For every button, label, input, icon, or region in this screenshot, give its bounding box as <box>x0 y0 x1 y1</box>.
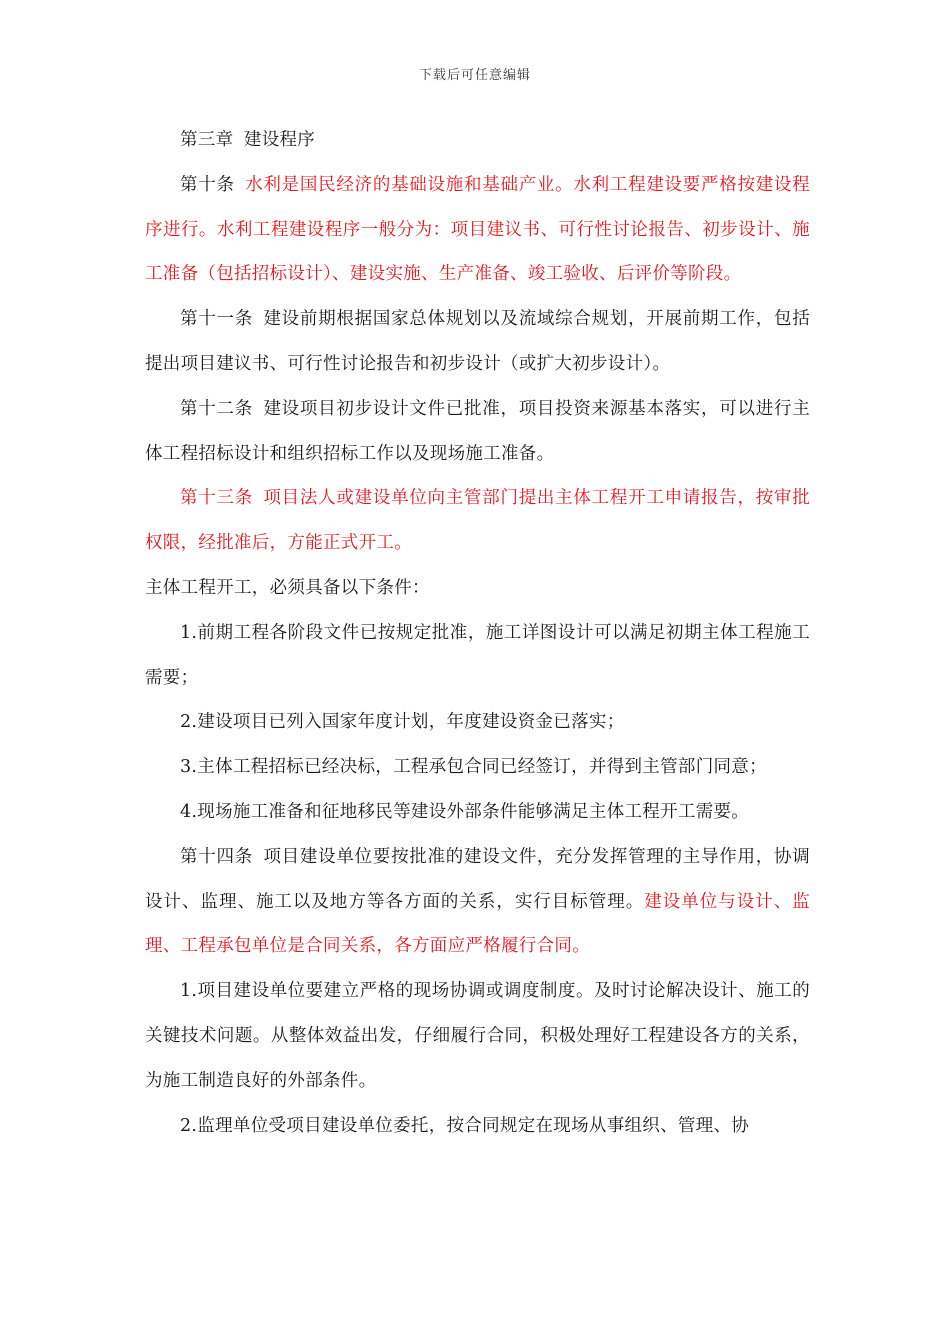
article-12 <box>145 387 810 477</box>
article-11-text: 建设前期根据国家总体规划以及流域综合规划，开展前期工作，包括提出项目建议书、可行性讨论报告和初步设计（或扩大初步设计）。 <box>145 309 810 374</box>
article-14-text: 项目建设单位要按批准的建设文件，充分发挥管理的主导作用，协调设计、监理、施工以及地方等各方面的关系，实行目标管理。 <box>145 846 810 912</box>
condition-item-1: 1.前期工程各阶段文件已按规定批准，施工详图设计可以满足初期主体工程施工需要； <box>145 622 810 688</box>
condition-item-4: 4.现场施工准备和征地移民等建设外部条件能够满足主体工程开工需要。 <box>180 801 750 822</box>
article-14-item-2: 2.监理单位受项目建设单位委托，按合同规定在现场从事组织、管理、协 <box>180 1115 750 1136</box>
chapter-heading <box>145 118 810 163</box>
document-body <box>145 118 810 1148</box>
chapter-number: 第三章 <box>180 130 234 150</box>
page-header-note: 下载后可任意编辑 <box>418 68 531 83</box>
article-10-label: 第十条 <box>180 174 235 195</box>
article-14-item-1: 1.项目建设单位要建立严格的现场协调或调度制度。及时讨论解决设计、施工的关键技术问题。从整体效益出发，仔细履行合同，积极处理好工程建设各方的关系，为施工制造良好的外部条件。 <box>145 981 810 1091</box>
condition-item-3: 3.主体工程招标已经决标，工程承包合同已经签订，并得到主管部门同意； <box>180 757 767 778</box>
conditions-intro: 主体工程开工，必须具备以下条件： <box>145 577 430 598</box>
article-10-text: 水利是国民经济的基础设施和基础产业。水利工程建设要严格按建设程序进行。水利工程建设程序一般分为：项目建议书、可行性讨论报告、初步设计、施工准备（包括招标设计）、建设实施、生产准备、竣工验收、后评价等阶段。 <box>145 174 810 285</box>
article-13 <box>145 476 810 566</box>
article-11-label: 第十一条 <box>180 309 253 330</box>
article-10 <box>145 163 810 297</box>
condition-item-2: 2.建设项目已列入国家年度计划，年度建设资金已落实； <box>180 712 625 733</box>
article-14 <box>145 835 810 969</box>
article-14-highlight: 建设单位与设计、监理、工程承包单位是合同关系，各方面应严格履行合同。 <box>145 891 810 957</box>
chapter-title: 建设程序 <box>243 130 316 150</box>
article-12-text: 建设项目初步设计文件已批准，项目投资来源基本落实，可以进行主体工程招标设计和组织招标工作以及现场施工准备。 <box>145 398 810 464</box>
article-13-text: 项目法人或建设单位向主管部门提出主体工程开工申请报告，按审批权限，经批准后，方能正式开工。 <box>145 488 810 554</box>
article-13-label: 第十三条 <box>180 488 253 509</box>
article-12-label: 第十二条 <box>180 398 253 419</box>
article-14-label: 第十四条 <box>180 846 253 867</box>
article-11 <box>145 297 810 387</box>
